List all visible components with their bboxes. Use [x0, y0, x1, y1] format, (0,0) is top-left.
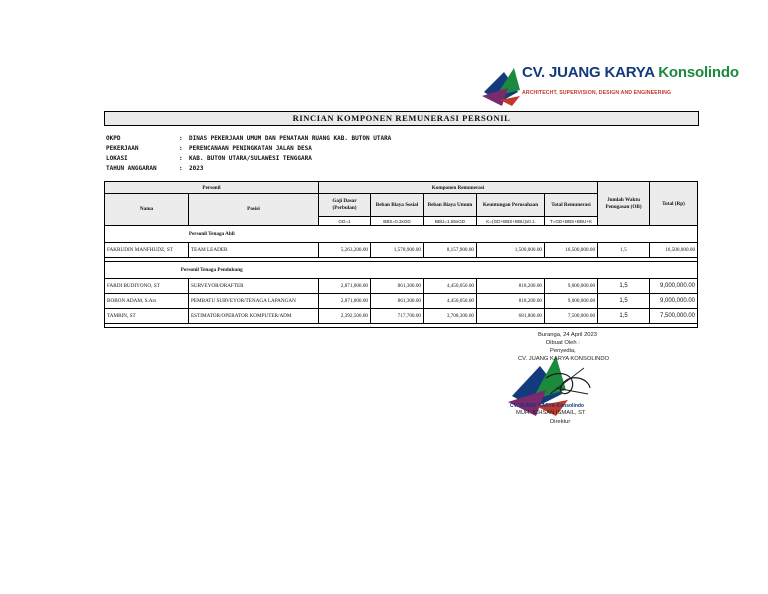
formula-keuntungan: K=(GD+BBS+BBU)x0.1 — [477, 217, 545, 226]
cell-total: 16,500,000.00 — [650, 243, 698, 258]
info-row-pekerjaan — [106, 144, 391, 154]
section-title: Personil Tenaga Ahli — [105, 226, 319, 243]
cell-umum: 4,450,050.00 — [424, 294, 477, 309]
cell-sosial: 861,300.00 — [371, 294, 424, 309]
cell-nama: TAMRIN, ST — [105, 309, 189, 324]
formula-total-remunerasi: T=GD+BBS+BBU+K — [545, 217, 598, 226]
table-header-row — [105, 182, 698, 194]
cell-nama: FARDI BUDIYONO, ST — [105, 279, 189, 294]
section-row — [105, 262, 698, 279]
header-gaji: Gaji Dasar (Perbulan) — [319, 194, 371, 217]
info-value: PERENCANAAN PENINGKATAN JALAN DESA — [189, 145, 312, 152]
header-total-remunerasi: Total Remunerasi — [545, 194, 598, 217]
cell-umum: 3,708,300.00 — [424, 309, 477, 324]
cell-posisi: TEAM LEADER — [189, 243, 319, 258]
cell-posisi: SURVEYOR/DRAFTER — [189, 279, 319, 294]
table-row — [105, 294, 698, 309]
info-value: KAB. BUTON UTARA/SULAWESI TENGGARA — [189, 155, 312, 162]
remuneration-table — [104, 181, 698, 328]
info-colon: : — [179, 155, 183, 162]
info-label: TAHUN ANGGARAN — [106, 165, 157, 172]
cell-total: 7,500,000.00 — [650, 309, 698, 324]
cell-gaji: 2,392,500.00 — [319, 309, 371, 324]
info-value: 2023 — [189, 165, 204, 172]
cell-sosial: 1,578,900.00 — [371, 243, 424, 258]
header-jumlah-waktu: Jumlah Waktu Penugasan (OB) — [598, 182, 650, 226]
header-keuntungan: Keuntungan Perusahaan — [477, 194, 545, 217]
section-title: Personil Tenaga Pendukung — [105, 262, 319, 279]
signature-position: Direktur — [550, 419, 571, 425]
info-value: DINAS PEKERJAAN UMUM DAN PENATAAN RUANG KAB. BUTON UTARA — [189, 135, 392, 142]
signature-date: Buranga, 24 April 2023 — [538, 332, 597, 338]
cell-keuntungan: 681,800.00 — [477, 309, 545, 324]
cell-sosial: 861,300.00 — [371, 279, 424, 294]
signature-provider: Penyedia, — [550, 348, 576, 354]
info-label: PEKERJAAN — [106, 145, 139, 152]
header-nama: Nama — [105, 194, 189, 226]
cell-ob: 1,5 — [598, 294, 650, 309]
table-row — [105, 279, 698, 294]
cell-nama: BOBON ADAM, S.Ars — [105, 294, 189, 309]
info-row-tahun — [106, 164, 391, 174]
header-sosial: Beban Biaya Sosial — [371, 194, 424, 217]
cell-sosial: 717,700.00 — [371, 309, 424, 324]
header-total: Total (Rp) — [650, 182, 698, 226]
cell-umum: 4,450,050.00 — [424, 279, 477, 294]
signature-made-by: Dibuat Oleh : — [546, 340, 580, 346]
info-row-lokasi — [106, 154, 391, 164]
header-posisi: Posisi — [189, 194, 319, 226]
header-umum: Beban Biaya Umum — [424, 194, 477, 217]
info-row-okpd — [106, 134, 391, 144]
cell-keuntungan: 818,200.00 — [477, 294, 545, 309]
logo-emblem-icon — [482, 62, 522, 108]
cell-total-remunerasi: 9,000,000.00 — [545, 294, 598, 309]
project-info — [106, 134, 391, 174]
header-komponen: Komponen Remunerasi — [319, 182, 598, 194]
cell-gaji: 2,871,000.00 — [319, 279, 371, 294]
formula-gaji: GD=1 — [319, 217, 371, 226]
table-bottom-gap — [105, 324, 698, 328]
cell-gaji: 5,263,200.00 — [319, 243, 371, 258]
info-label: LOKASI — [106, 155, 128, 162]
logo-tagline: ARCHITECHT, SUPERVISION, DESIGN AND ENGINEERING — [522, 90, 672, 96]
cell-total: 9,000,000.00 — [650, 294, 698, 309]
formula-sosial: BBS=0.3xGD — [371, 217, 424, 226]
cell-ob: 1,5 — [598, 309, 650, 324]
signature-block — [498, 331, 648, 425]
formula-umum: BBU=1.55xGD — [424, 217, 477, 226]
header-personil: Personil — [105, 182, 319, 194]
cell-total-remunerasi: 16,500,000.00 — [545, 243, 598, 258]
info-label: OKPD — [106, 135, 121, 142]
signature-company: CV. JUANG KARYA KONSOLINDO — [518, 356, 610, 362]
cell-keuntungan: 1,500,000.00 — [477, 243, 545, 258]
info-colon: : — [179, 135, 183, 142]
table-row — [105, 243, 698, 258]
table-row — [105, 309, 698, 324]
cell-total: 9,000,000.00 — [650, 279, 698, 294]
section-row — [105, 226, 698, 243]
cell-keuntungan: 818,200.00 — [477, 279, 545, 294]
stamp-company-name: CV. JUANG KARYA Konsolindo — [510, 403, 584, 409]
cell-gaji: 2,871,000.00 — [319, 294, 371, 309]
cell-total-remunerasi: 7,500,000.00 — [545, 309, 598, 324]
info-colon: : — [179, 165, 183, 172]
cell-nama: FAKRUDIN MANFHUDZ, ST — [105, 243, 189, 258]
cell-ob: 1,5 — [598, 279, 650, 294]
info-colon: : — [179, 145, 183, 152]
cell-umum: 8,157,900.00 — [424, 243, 477, 258]
signature-name: MUH. ICHSAN ISMAIL, ST — [516, 410, 586, 416]
cell-posisi: ESTIMATOR/OPERATOR KOMPUTER/ADM — [189, 309, 319, 324]
logo-company-name: CV. JUANG KARYA Konsolindo — [522, 64, 739, 81]
cell-posisi: PEMBATU SURVEYOR/TENAGA LAPANGAN — [189, 294, 319, 309]
company-logo — [482, 62, 739, 108]
document-title: RINCIAN KOMPONEN REMUNERASI PERSONIL — [104, 111, 699, 126]
cell-ob: 1,5 — [598, 243, 650, 258]
cell-total-remunerasi: 9,000,000.00 — [545, 279, 598, 294]
